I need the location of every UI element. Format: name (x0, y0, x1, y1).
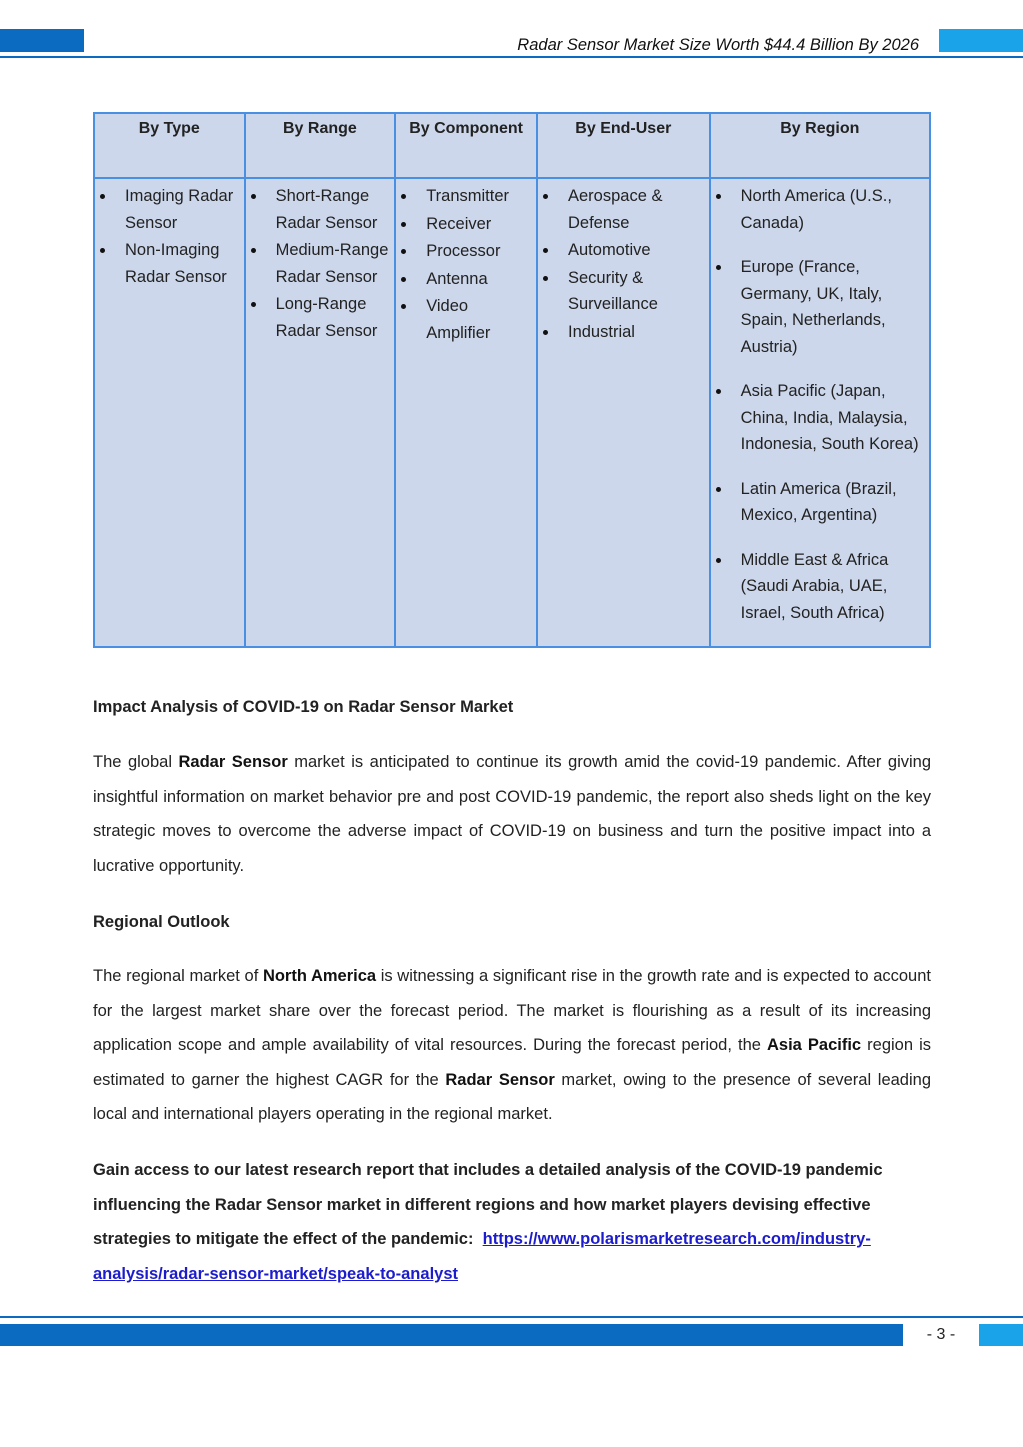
cell-range (245, 178, 396, 647)
list-item: Long-Range Radar Sensor (276, 291, 393, 344)
list-item: Middle East & Africa (Saudi Arabia, UAE, Israel, South Africa) (741, 547, 927, 627)
regional-text-3: region is estimated to garner the highest CAGR for the (93, 1036, 931, 1089)
cell-component (395, 178, 537, 647)
footer-rule (0, 1316, 1023, 1318)
regional-text-2: is witnessing a significant rise in the growth rate and is expected to account for the largest market share over the forecast period. The market is flourishing as a result of its increasing application scope and ample availability of vital resources. During the forecast period, the (93, 967, 931, 1055)
list-item: Video Amplifier (426, 293, 534, 346)
list-item: Non-Imaging Radar Sensor (125, 237, 242, 290)
list-item: Security & Surveillance (568, 265, 707, 318)
covid-text-bold: Radar Sensor (178, 753, 288, 771)
list-item: Transmitter (426, 183, 534, 210)
regional-text-1: The regional market of (93, 967, 263, 985)
end-user-list (538, 183, 707, 345)
type-list (95, 183, 242, 290)
list-item: Medium-Range Radar Sensor (276, 237, 393, 290)
col-header-type: By Type (94, 113, 245, 178)
covid-section-heading: Impact Analysis of COVID-19 on Radar Sensor Market (93, 698, 514, 716)
list-item: Asia Pacific (Japan, China, India, Malaysia, Indonesia, South Korea) (741, 378, 927, 458)
list-item: Short-Range Radar Sensor (276, 183, 393, 236)
header-accent-bar-left (0, 29, 84, 52)
page-header-title: Radar Sensor Market Size Worth $44.4 Billion By 2026 (517, 36, 919, 54)
table-header-row (94, 113, 930, 178)
region-list (711, 183, 927, 626)
col-header-component: By Component (395, 113, 537, 178)
cell-type (94, 178, 245, 647)
list-item: Receiver (426, 211, 534, 238)
col-header-range: By Range (245, 113, 396, 178)
header-accent-bar-right (939, 29, 1023, 52)
cell-region (710, 178, 930, 647)
regional-bold-asia-pacific: Asia Pacific (766, 1036, 862, 1055)
regional-bold-north-america: North America (262, 967, 377, 985)
list-item: Processor (426, 238, 534, 265)
regional-text-4: market, owing to the presence of several leading local and international players operating in the regional market. (93, 1070, 931, 1124)
list-item: North America (U.S., Canada) (741, 183, 927, 236)
col-header-end-user: By End-User (537, 113, 710, 178)
header-rule (0, 56, 1023, 58)
speak-to-analyst-link[interactable]: https://www.polarismarketresearch.com/industry-analysis/radar-sensor-market/speak-to-analyst (93, 1230, 871, 1283)
component-list (396, 183, 534, 346)
range-list (246, 183, 393, 344)
footer-accent-bar-left (0, 1324, 903, 1346)
list-item: Automotive (568, 237, 707, 264)
cell-end-user (537, 178, 710, 647)
list-item: Industrial (568, 319, 707, 346)
footer-accent-bar-right (979, 1324, 1023, 1346)
list-item: Antenna (426, 266, 534, 293)
covid-text-post: market is anticipated to continue its growth amid the covid-19 pandemic. After giving insightful information on market behavior pre and post COVID-19 pandemic, the report also sheds light on the key strategic moves to overcome the adverse impact of COVID-19 on business and turn the positive impact into a lucrative opportunity. (93, 753, 932, 875)
segmentation-table (93, 112, 931, 648)
covid-text-pre: The global (93, 753, 179, 771)
covid-paragraph (93, 745, 931, 883)
page-number: - 3 - (926, 1326, 956, 1343)
regional-section-heading: Regional Outlook (93, 913, 230, 931)
col-header-region: By Region (710, 113, 930, 178)
cta-text: Gain access to our latest research report that includes a detailed analysis of the COVID-19 pandemic influencing the Radar Sensor market in different regions and how market players devising effective strategies to mitigate the effect of the pandemic: (93, 1161, 883, 1249)
list-item: Latin America (Brazil, Mexico, Argentina) (741, 476, 927, 529)
regional-paragraph (93, 959, 931, 1132)
regional-bold-radar-sensor: Radar Sensor (445, 1070, 555, 1089)
table-row (94, 178, 930, 647)
list-item: Europe (France, Germany, UK, Italy, Spain, Netherlands, Austria) (741, 254, 927, 360)
list-item: Imaging Radar Sensor (125, 183, 242, 236)
cta-paragraph (93, 1153, 931, 1291)
list-item: Aerospace & Defense (568, 183, 707, 236)
